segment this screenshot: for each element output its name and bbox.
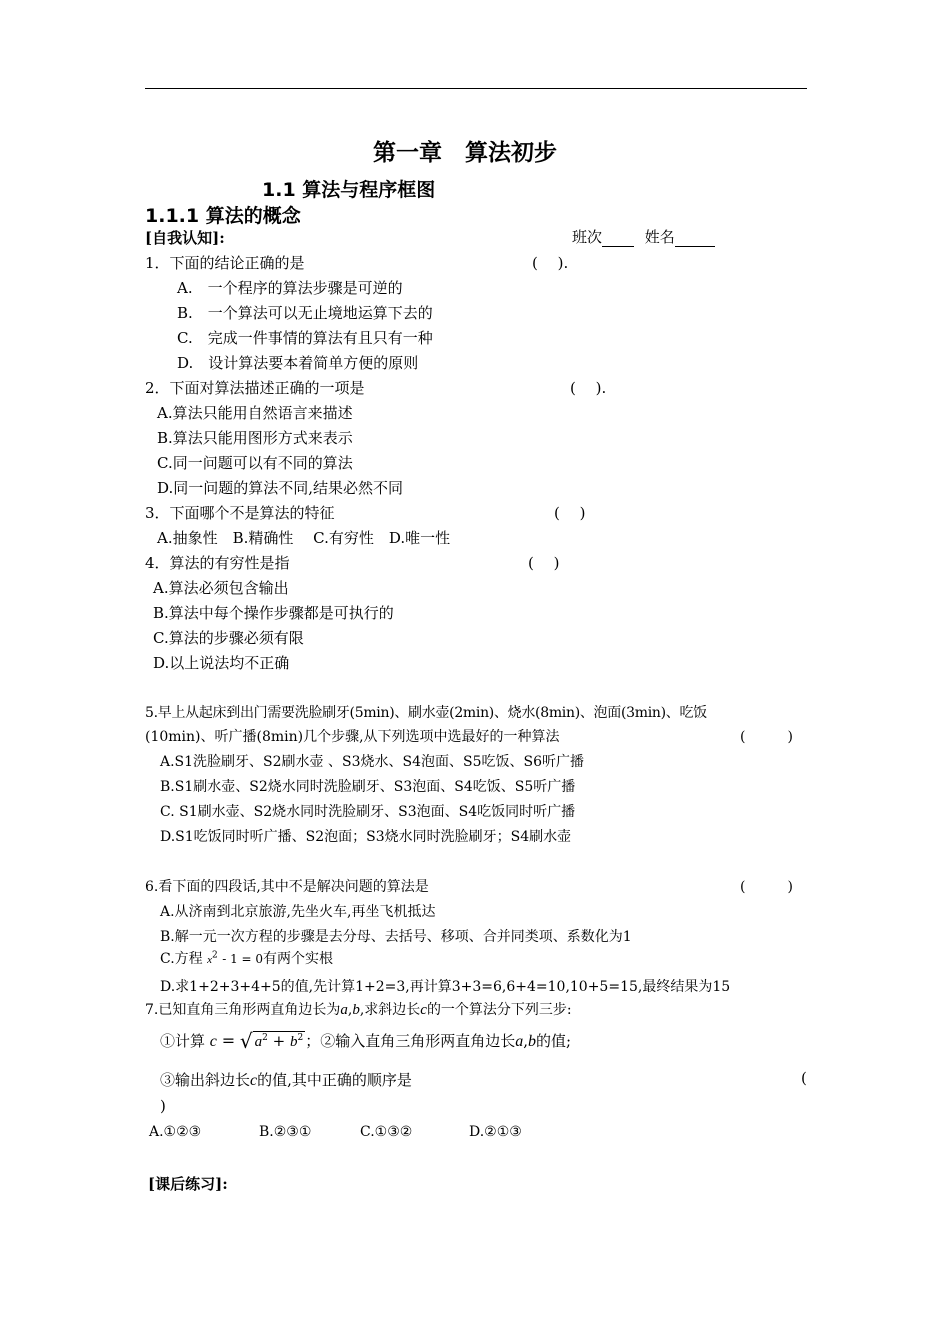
q2-stem: 2．下面对算法描述正确的一项是	[145, 379, 365, 397]
q3-stem: 3．下面哪个不是算法的特征	[145, 504, 335, 522]
name-blank[interactable]	[675, 228, 715, 247]
section-title: 1.1 算法与程序框图	[262, 179, 436, 201]
q6-option-b: B.解一元一次方程的步骤是去分母、去括号、移项、合并同类项、系数化为1	[160, 929, 632, 945]
q7-step1	[160, 1030, 571, 1051]
q1-option-b: B. 一个算法可以无止境地运算下去的	[177, 304, 433, 322]
formula-radicand	[253, 1031, 306, 1051]
q6-stem: 6.看下面的四段话,其中不是解决问题的算法是	[145, 879, 429, 895]
q2-option-d: D.同一问题的算法不同,结果必然不同	[157, 479, 404, 497]
header-rule	[145, 88, 807, 89]
subsection-title: 1.1.1 算法的概念	[145, 205, 301, 227]
q7-comma: ,	[347, 1002, 353, 1018]
q7-stem	[145, 999, 572, 1019]
q6-answer-paren: ( )	[740, 879, 793, 895]
q7-step2-suffix: 的值;	[536, 1032, 572, 1050]
q7-step2: ；②输入直角三角形两直角边长	[305, 1032, 516, 1050]
q5-option-b: B.S1刷水壶、S2烧水同时洗脸刷牙、S3泡面、S4吃饭、S5听广播	[160, 779, 576, 795]
q6-option-c	[160, 948, 333, 968]
class-label: 班次	[572, 228, 603, 246]
q1-stem: 1．下面的结论正确的是	[145, 254, 305, 272]
q2-option-a: A.算法只能用自然语言来描述	[157, 404, 353, 422]
q1-option-d: D. 设计算法要本着简单方便的原则	[177, 354, 419, 372]
q5-stem-line2: (10min)、听广播(8min)几个步骤,从下列选项中选最好的一种算法	[145, 729, 560, 745]
q4-option-c: C.算法的步骤必须有限	[153, 629, 304, 647]
q2-option-b: B.算法只能用图形方式来表示	[157, 429, 353, 447]
q7-step1-prefix: ①计算	[160, 1032, 206, 1050]
q6-option-a: A.从济南到北京旅游,先坐火车,再坐飞机抵达	[160, 904, 436, 920]
formula-a-exponent: 2	[262, 1033, 268, 1043]
q6-option-c-prefix: C.方程	[160, 951, 203, 967]
square-root-icon: √	[239, 1029, 253, 1053]
q7-var-a: a	[340, 1002, 348, 1018]
class-name-field	[572, 226, 715, 247]
q6-option-c-suffix: 有两个实根	[263, 951, 334, 967]
q7-paren-open: (	[801, 1069, 807, 1087]
q7-option-c: C.①③②	[360, 1124, 413, 1140]
chapter-title: 第一章 算法初步	[373, 140, 557, 166]
q4-option-a: A.算法必须包含输出	[153, 579, 289, 597]
q7-stem-middle: ,求斜边长	[359, 1002, 421, 1018]
class-blank[interactable]	[602, 228, 634, 247]
q7-step3-suffix: 的值,其中正确的顺序是	[257, 1071, 412, 1089]
q7-var-b: b	[352, 1002, 360, 1018]
q4-answer-paren: ( )	[528, 554, 560, 572]
q4-stem: 4．算法的有穷性是指	[145, 554, 290, 572]
formula-b-exponent: 2	[297, 1033, 304, 1043]
q5-option-d: D.S1吃饭同时听广播、S2泡面；S3烧水同时洗脸刷牙；S4刷水壶	[160, 829, 572, 845]
q7-paren-close: )	[160, 1097, 166, 1115]
q6-equation-x: x	[207, 954, 213, 966]
q5-stem-line1: 5.早上从起床到出门需要洗脸刷牙(5min)、刷水壶(2min)、烧水(8min)、泡面(3min)、吃饭	[145, 705, 707, 721]
formula-b: b	[290, 1034, 298, 1050]
q7-step2-b: b	[528, 1033, 537, 1050]
formula-c: c	[209, 1033, 217, 1050]
q6-equation-rest: - 1 = 0	[222, 952, 264, 966]
q3-answer-paren: ( )	[554, 504, 586, 522]
q7-option-a: A.①②③	[149, 1124, 202, 1140]
q1-option-a: A. 一个程序的算法步骤是可逆的	[177, 279, 403, 297]
q1-option-c: C. 完成一件事情的算法有且只有一种	[177, 329, 433, 347]
q7-step3-c: c	[250, 1072, 258, 1089]
q7-stem-suffix: 的一个算法分下列三步:	[426, 1002, 572, 1018]
q6-equation-exponent: 2	[212, 950, 218, 961]
q4-option-d: D.以上说法均不正确	[153, 654, 290, 672]
q7-step2-a: a	[515, 1033, 524, 1050]
q4-option-b: B.算法中每个操作步骤都是可执行的	[153, 604, 394, 622]
self-cognition-label: [自我认知]:	[145, 229, 225, 247]
q7-step2-comma: ,	[523, 1032, 529, 1050]
q6-option-d: D.求1+2+3+4+5的值,先计算1+2=3,再计算3+3=6,6+4=10,10+5=15,最终结果为15	[160, 979, 731, 995]
name-label: 姓名	[644, 228, 675, 246]
q2-answer-paren: ( ).	[570, 379, 607, 397]
formula-a: a	[254, 1034, 263, 1050]
formula-plus: +	[272, 1032, 286, 1050]
q2-option-c: C.同一问题可以有不同的算法	[157, 454, 353, 472]
q5-option-a: A.S1洗脸刷牙、S2刷水壶 、S3烧水、S4泡面、S5吃饭、S6听广播	[160, 754, 584, 770]
q7-option-d: D.②①③	[469, 1124, 522, 1140]
after-class-label: [课后练习]:	[148, 1175, 228, 1193]
q1-answer-paren: ( ).	[532, 254, 569, 272]
q5-option-c: C. S1刷水壶、S2烧水同时洗脸刷牙、S3泡面、S4吃饭同时听广播	[160, 804, 576, 820]
q7-var-c: c	[420, 1002, 427, 1018]
formula-equals: =	[221, 1031, 236, 1050]
q3-options: A.抽象性 B.精确性 C.有穷性 D.唯一性	[157, 529, 451, 547]
q7-step3	[160, 1069, 412, 1090]
q7-step3-prefix: ③输出斜边长	[160, 1071, 251, 1089]
q5-answer-paren: ( )	[740, 729, 793, 745]
q7-stem-prefix: 7.已知直角三角形两直角边长为	[145, 1002, 341, 1018]
q7-option-b: B.②③①	[259, 1124, 312, 1140]
